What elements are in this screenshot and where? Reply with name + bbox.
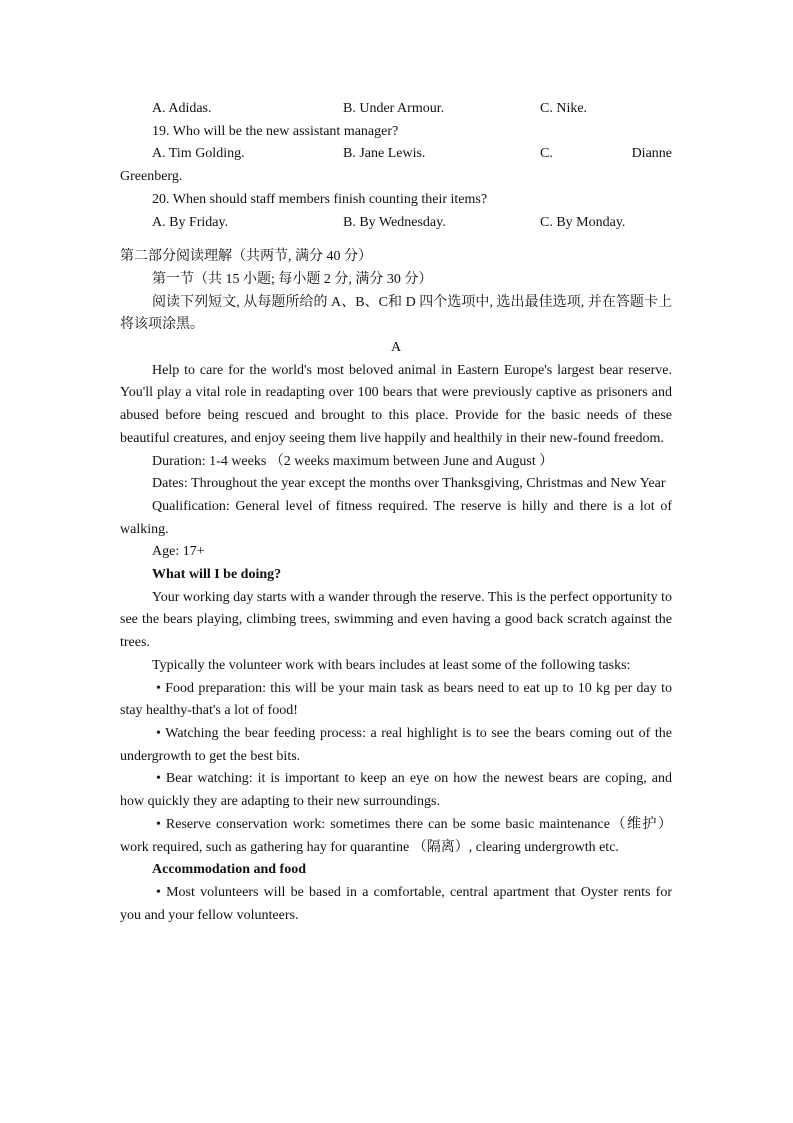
instruction: 阅读下列短文, 从每题所给的 A、B、C和 D 四个选项中, 选出最佳选项, 并在答题卡上将该项涂黑。	[120, 294, 672, 333]
q20-option-b: B. By Wednesday.	[343, 214, 446, 230]
q20-question: 20. When should staff members finish counting their items?	[152, 191, 488, 207]
duration: Duration: 1-4 weeks （2 weeks maximum between June and August ）	[152, 453, 554, 469]
task-reserve-conservation: • Reserve conservation work: sometimes there can be some basic maintenance（维护）work required, such as gathering hay for quarantine （隔离）, clearing undergrowth etc.	[120, 816, 672, 855]
task-food-preparation: • Food preparation: this will be your main task as bears need to eat up to 10 kg per day to stay healthy-that's a lot of food!	[120, 680, 672, 719]
heading-accommodation: Accommodation and food	[152, 862, 307, 878]
passage-letter: A	[390, 340, 402, 356]
q19-options	[120, 143, 672, 166]
q19-option-a: A. Tim Golding.	[152, 146, 245, 162]
passage-intro: Help to care for the world's most beloved animal in Eastern Europe's largest bear reserve. You'll play a vital role in readapting over 100 bears that were previously captive as prisoners and abused before being rescued and brought to this place. Provide for the basic needs of these beautiful creatures, and enjoy seeing them live happily and healthily in their new-found freedom.	[120, 362, 672, 446]
typically-paragraph: Typically the volunteer work with bears includes at least some of the following tasks:	[152, 657, 631, 673]
q20-option-a: A. By Friday.	[152, 214, 229, 230]
q20-option-c: C. By Monday.	[540, 214, 626, 230]
section-gap	[120, 234, 672, 246]
qualification: Qualification: General level of fitness required. The reserve is hilly and there is a lot of walking.	[120, 498, 672, 537]
page-content	[120, 98, 672, 927]
working-day-paragraph: Your working day starts with a wander through the reserve. This is the perfect opportunity to see the bears playing, climbing trees, swimming and even having a good back scratch against the trees.	[120, 589, 672, 651]
q19-option-c	[540, 143, 672, 166]
task-watching-feeding: • Watching the bear feeding process: a real highlight is to see the bears coming out of the undergrowth to get the best bits.	[120, 725, 672, 764]
age: Age: 17+	[152, 544, 205, 560]
part-title: 第二部分阅读理解（共两节, 满分 40 分）	[120, 249, 372, 265]
q19-option-c-letter: C.	[540, 146, 553, 162]
q19-question: 19. Who will be the new assistant manager?	[152, 123, 399, 139]
accommodation-item: • Most volunteers will be based in a comfortable, central apartment that Oyster rents for you and your fellow volunteers.	[120, 884, 672, 923]
q20-options	[120, 212, 672, 235]
heading-doing: What will I be doing?	[152, 567, 282, 583]
q18-option-a: A. Adidas.	[152, 101, 212, 116]
dates: Dates: Throughout the year except the months over Thanksgiving, Christmas and New Year	[152, 476, 666, 492]
task-bear-watching: • Bear watching: it is important to keep an eye on how the newest bears are coping, and how quickly they are adapting to their new surroundings.	[120, 771, 672, 810]
q19-option-b: B. Jane Lewis.	[343, 146, 426, 162]
sub-title: 第一节（共 15 小题; 每小题 2 分, 满分 30 分）	[152, 271, 433, 287]
q18-option-c: C. Nike.	[540, 101, 588, 116]
q19-option-c-name-2: Greenberg.	[120, 169, 183, 185]
q19-option-c-name-1: Dianne	[631, 146, 672, 162]
q18-options	[120, 98, 672, 121]
q18-option-b: B. Under Armour.	[343, 101, 445, 116]
